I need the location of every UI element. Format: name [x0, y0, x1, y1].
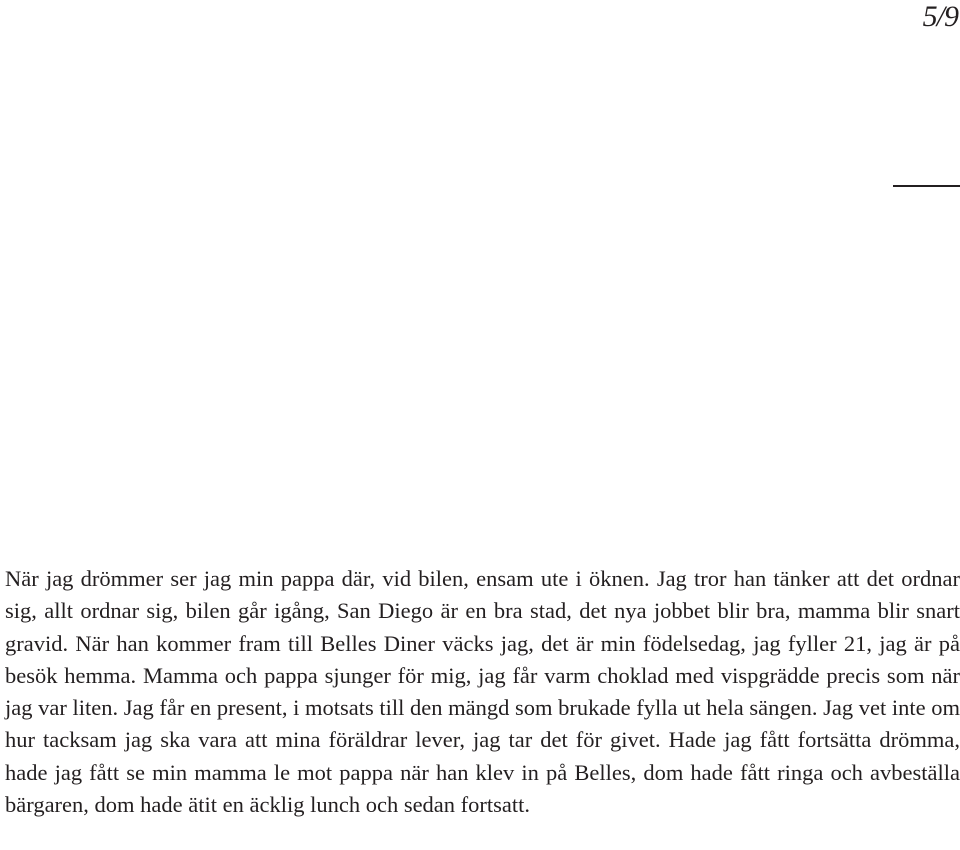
horizontal-rule: [893, 185, 960, 187]
body-paragraph: När jag drömmer ser jag min pappa där, vid bilen, ensam ute i öknen. Jag tror han tänker att det ordnar sig, allt ordnar sig, bilen går igång, San Diego är en bra stad, det nya jobbet blir bra, mamma blir snart gravid. När han kommer fram till Belles Diner väcks jag, det är min födelsedag, jag fyller 21, jag är på besök hemma. Mamma och pappa sjunger för mig, jag får varm choklad med vispgrädde precis som när jag var liten. Jag får en present, i motsats till den mängd som brukade fylla ut hela sängen. Jag vet inte om hur tacksam jag ska vara att mina föräldrar lever, jag tar det för givet. Hade jag fått fortsätta drömma, hade jag fått se min mamma le mot pappa när han klev in på Belles, dom hade fått ringa och avbeställa bärgaren, dom hade ätit en äcklig lunch och sedan fortsatt.: [5, 566, 960, 818]
page-number: 5/9: [922, 0, 958, 33]
